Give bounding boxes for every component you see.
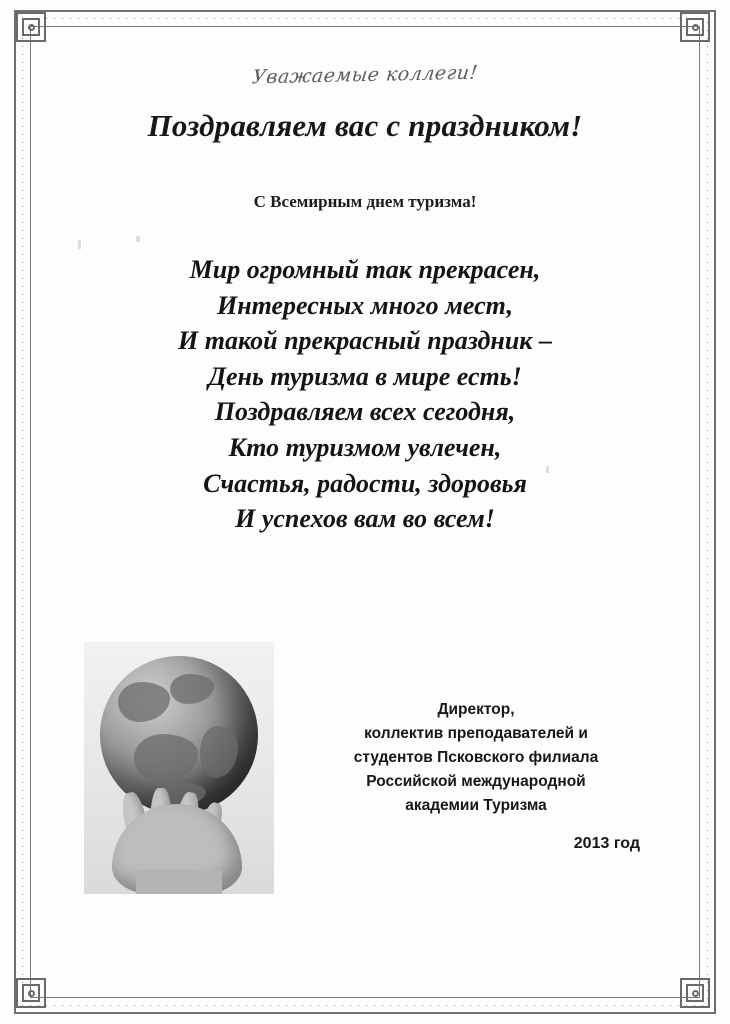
card-content [56,48,674,976]
poem-line: Кто туризмом увлечен, [228,433,502,463]
signature-line: Директор, [437,701,515,718]
border-dash-right [707,22,708,1002]
border-dash-left [22,22,23,1002]
signature-line: академии Туризма [405,797,547,815]
poem-line: Счастья, радости, здоровья [203,468,527,498]
poem-block [56,252,674,537]
poem-line: И успехов вам во всем! [235,504,495,534]
poem-line: Интересных много мест, [216,290,514,320]
poem-line: День туризма в мире есть! [208,361,522,391]
border-dash-top [22,18,708,19]
signature-line: коллектив преподавателей и [364,725,588,743]
globe-in-hand-photo [84,642,274,894]
signature-line: студентов Псковского филиала [353,749,599,767]
corner-ornament-bottom-left [16,978,50,1012]
corner-ornament-top-left [16,12,50,46]
page-title: Поздравляем вас с праздником! [147,108,583,143]
signature-year: 2013 год [573,835,640,853]
poem-line: Поздравляем всех сегодня, [214,397,516,427]
corner-ornament-bottom-right [680,978,714,1012]
signature-line: Российской международной [366,773,586,791]
poem-line: И такой прекрасный праздник – [178,326,552,356]
globe-icon [100,656,258,814]
border-dash-bottom [22,1005,708,1006]
signature-block [286,698,666,857]
hand-wrist [136,870,222,894]
salutation-text: Уважаемые коллеги! [250,61,480,89]
occasion-text: С Всемирным днем туризма! [253,192,477,211]
poem-line: Мир огромный так прекрасен, [189,255,541,284]
corner-ornament-top-right [680,12,714,46]
